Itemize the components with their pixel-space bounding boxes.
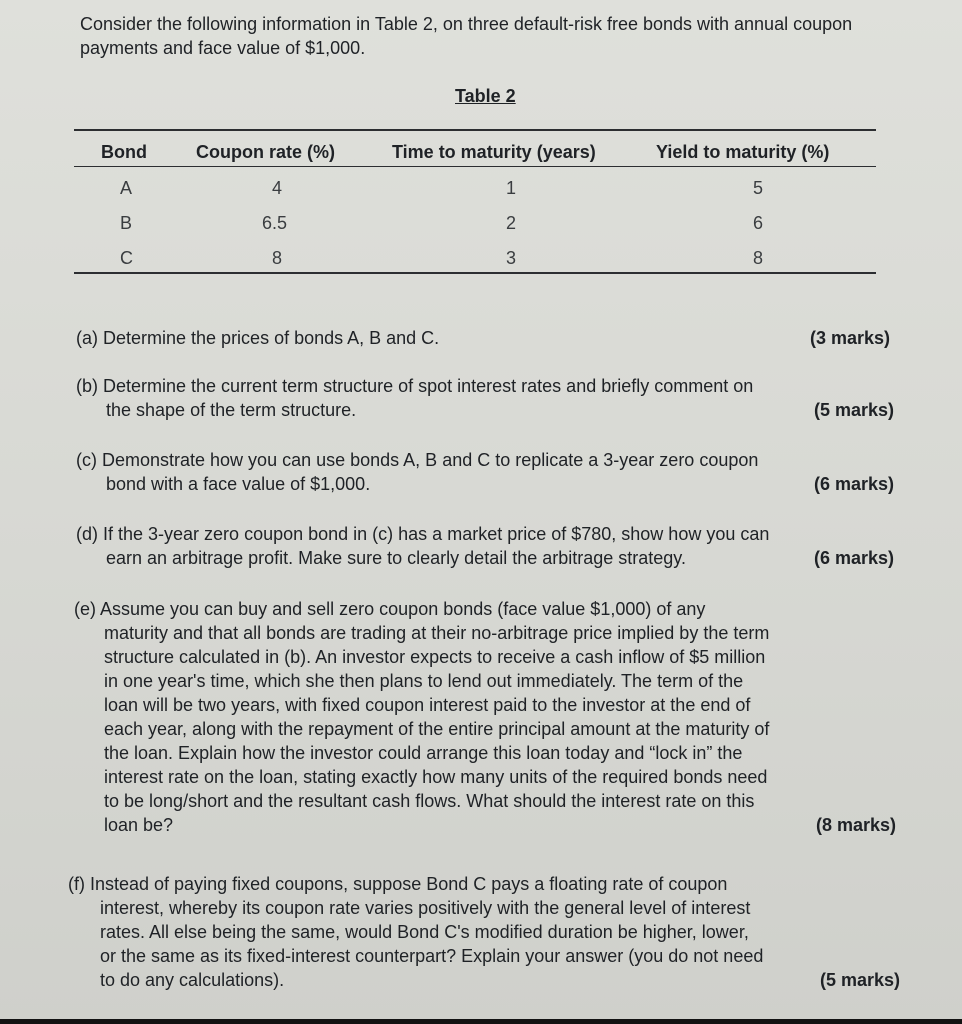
question-c — [76, 448, 916, 496]
question-d — [76, 522, 916, 570]
question-f-line: rates. All else being the same, would Bond C's modified duration be higher, lower, — [100, 922, 749, 942]
question-b-line: the shape of the term structure. — [106, 400, 357, 420]
question-e-line: maturity and that all bonds are trading at their no-arbitrage price implied by the term — [104, 623, 770, 643]
question-e — [74, 597, 924, 837]
table-cell-bond: C — [120, 248, 133, 268]
table-bottom-rule — [74, 272, 876, 274]
table-cell-coupon: 8 — [272, 248, 283, 268]
intro-paragraph: Consider the following information in Table 2, on three default-risk free bonds with annual coupon payments and face value of $1,000. — [80, 14, 853, 58]
question-b-marks: (5 marks) — [814, 400, 895, 420]
question-e-line: loan will be two years, with fixed coupon interest paid to the investor at the end of — [104, 695, 751, 715]
question-a-marks: (3 marks) — [810, 328, 891, 348]
question-b — [76, 374, 916, 422]
question-a-line: (a) Determine the prices of bonds A, B and C. — [76, 328, 440, 348]
monitor-bezel — [0, 1019, 962, 1024]
question-e-line: the loan. Explain how the investor could arrange this loan today and “lock in” the — [104, 743, 743, 763]
question-b-line: (b) Determine the current term structure of spot interest rates and briefly comment on — [76, 376, 754, 396]
question-f-line: (f) Instead of paying fixed coupons, suppose Bond C pays a floating rate of coupon — [68, 874, 728, 894]
question-d-line: (d) If the 3-year zero coupon bond in (c) has a market price of $780, show how you can — [76, 524, 770, 544]
question-e-line: interest rate on the loan, stating exactly how many units of the required bonds need — [104, 767, 768, 787]
table-title: Table 2 — [455, 86, 516, 106]
table-header-bond: Bond — [101, 142, 147, 162]
table-header-yield-to-maturity: Yield to maturity (%) — [656, 142, 830, 162]
question-e-marks: (8 marks) — [816, 815, 897, 835]
question-f-line: or the same as its fixed-interest counterpart? Explain your answer (you do not need — [100, 946, 764, 966]
table-cell-maturity: 3 — [506, 248, 517, 268]
table-cell-maturity: 2 — [506, 213, 517, 233]
question-e-line: in one year's time, which she then plans to lend out immediately. The term of the — [104, 671, 744, 691]
question-c-line: (c) Demonstrate how you can use bonds A, B and C to replicate a 3-year zero coupon — [76, 450, 759, 470]
table-cell-bond: A — [120, 178, 133, 198]
table-header-rule — [74, 166, 876, 167]
table-header-time-to-maturity: Time to maturity (years) — [392, 142, 596, 162]
table-top-rule — [74, 129, 876, 131]
table-cell-maturity: 1 — [506, 178, 517, 198]
table-cell-coupon: 4 — [272, 178, 283, 198]
table-cell-coupon: 6.5 — [262, 213, 288, 233]
question-f-line: interest, whereby its coupon rate varies positively with the general level of interest — [100, 898, 751, 918]
table-cell-yield: 8 — [753, 248, 764, 268]
table-cell-yield: 6 — [753, 213, 764, 233]
question-f-marks: (5 marks) — [820, 970, 901, 990]
question-d-marks: (6 marks) — [814, 548, 895, 568]
table-cell-yield: 5 — [753, 178, 764, 198]
question-c-marks: (6 marks) — [814, 474, 895, 494]
question-e-line: to be long/short and the resultant cash flows. What should the interest rate on this — [104, 791, 755, 811]
table-cell-bond: B — [120, 213, 133, 233]
question-d-line: earn an arbitrage profit. Make sure to clearly detail the arbitrage strategy. — [106, 548, 686, 568]
question-e-line: each year, along with the repayment of the entire principal amount at the maturity of — [104, 719, 770, 739]
table-header-coupon-rate: Coupon rate (%) — [196, 142, 335, 162]
question-e-line: loan be? — [104, 815, 174, 835]
question-c-line: bond with a face value of $1,000. — [106, 474, 371, 494]
question-e-line: structure calculated in (b). An investor expects to receive a cash inflow of $5 million — [104, 647, 766, 667]
question-e-line: (e) Assume you can buy and sell zero coupon bonds (face value $1,000) of any — [74, 599, 706, 619]
question-a — [76, 326, 916, 350]
question-f-line: to do any calculations). — [100, 970, 285, 990]
question-f — [68, 872, 928, 992]
